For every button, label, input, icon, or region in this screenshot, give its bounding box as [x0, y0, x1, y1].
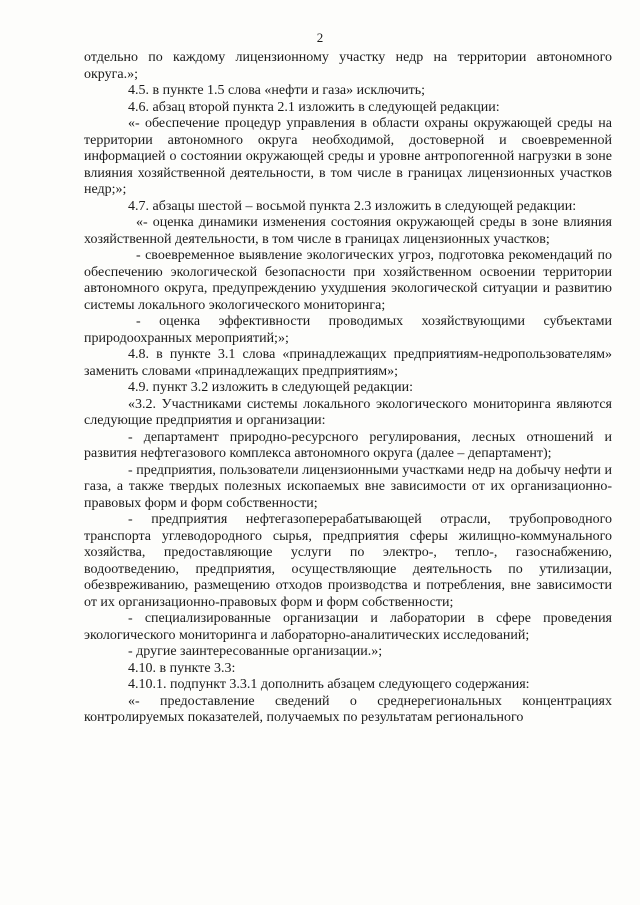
paragraph: 4.7. абзацы шестой – восьмой пункта 2.3 изложить в следующей редакции: — [128, 198, 577, 214]
paragraph: «- оценка динамики изменения состояния окружающей среды в зоне влияния хозяйственной деятельности, в том числе в границах лицензионных участков; — [84, 215, 612, 247]
paragraph: 4.6. абзац второй пункта 2.1 изложить в следующей редакции: — [128, 99, 500, 115]
paragraph: - специализированные организации и лаборатории в сфере проведения экологического мониторинга и лабораторно-аналитических исследований; — [84, 611, 612, 643]
paragraph: 4.9. пункт 3.2 изложить в следующей редакции: — [128, 380, 413, 395]
paragraph: 4.10.1. подпункт 3.3.1 дополнить абзацем следующего содержания: — [128, 677, 530, 692]
paragraph: 4.8. в пункте 3.1 слова «принадлежащих предприятиям-недропользователям» заменить словами «принадлежащих предприятиям»; — [84, 347, 612, 379]
paragraph: отдельно по каждому лицензионному участку недр на территории автономного округа.»; — [84, 50, 612, 82]
paragraph: - департамент природно-ресурсного регулирования, лесных отношений и развития нефтегазового комплекса автономного округа (далее – департамент); — [84, 429, 612, 461]
paragraph: «3.2. Участниками системы локального экологического мониторинга являются следующие предприятия и организации: — [84, 396, 612, 428]
paragraph: - своевременное выявление экологических угроз, подготовка рекомендаций по обеспечению экологической безопасности при хозяйственном освоении территории автономного округа, предупреждению ухудшения экологической ситуации и развитию системы локального экологического мониторинга; — [84, 248, 612, 313]
paragraph: «- обеспечение процедур управления в области охраны окружающей среды на территории автономного округа необходимой, достоверной и своевременной информацией о состоянии окружающей среды и уровне антропогенной нагрузки в зоне влияния хозяйственной деятельности, в том числе в границах лицензионных участков недр;»; — [84, 116, 612, 197]
paragraph: 4.10. в пункте 3.3: — [128, 660, 236, 676]
paragraph: - предприятия нефтегазоперерабатывающей отрасли, трубопроводного транспорта углеводородного сырья, предприятия сферы жилищно-коммунального хозяйства, предоставляющие услуги по электро-, тепло-, газоснабжению, водоотведению, предприятия, осуществляющие деятельность по утилизации, обезвреживанию, размещению отходов производства и потребления, вне зависимости от их организационно-правовых форм и форм собственности; — [84, 512, 612, 610]
page-number: 2 — [316, 30, 324, 45]
paragraph: - предприятия, пользователи лицензионными участками недр на добычу нефти и газа, а также твердых полезных ископаемых вне зависимости от их организационно-правовых форм и форм собственности; — [84, 462, 612, 511]
paragraph: - другие заинтересованные организации.»; — [128, 644, 383, 659]
paragraph: «- предоставление сведений о среднерегиональных концентрациях контролируемых показателей, получаемых по результатам регионального — [84, 693, 612, 725]
document-body — [84, 50, 612, 727]
paragraph: 4.5. в пункте 1.5 слова «нефти и газа» исключить; — [128, 83, 425, 98]
paragraph: - оценка эффективности проводимых хозяйствующими субъектами природоохранных мероприятий;»; — [84, 314, 612, 346]
